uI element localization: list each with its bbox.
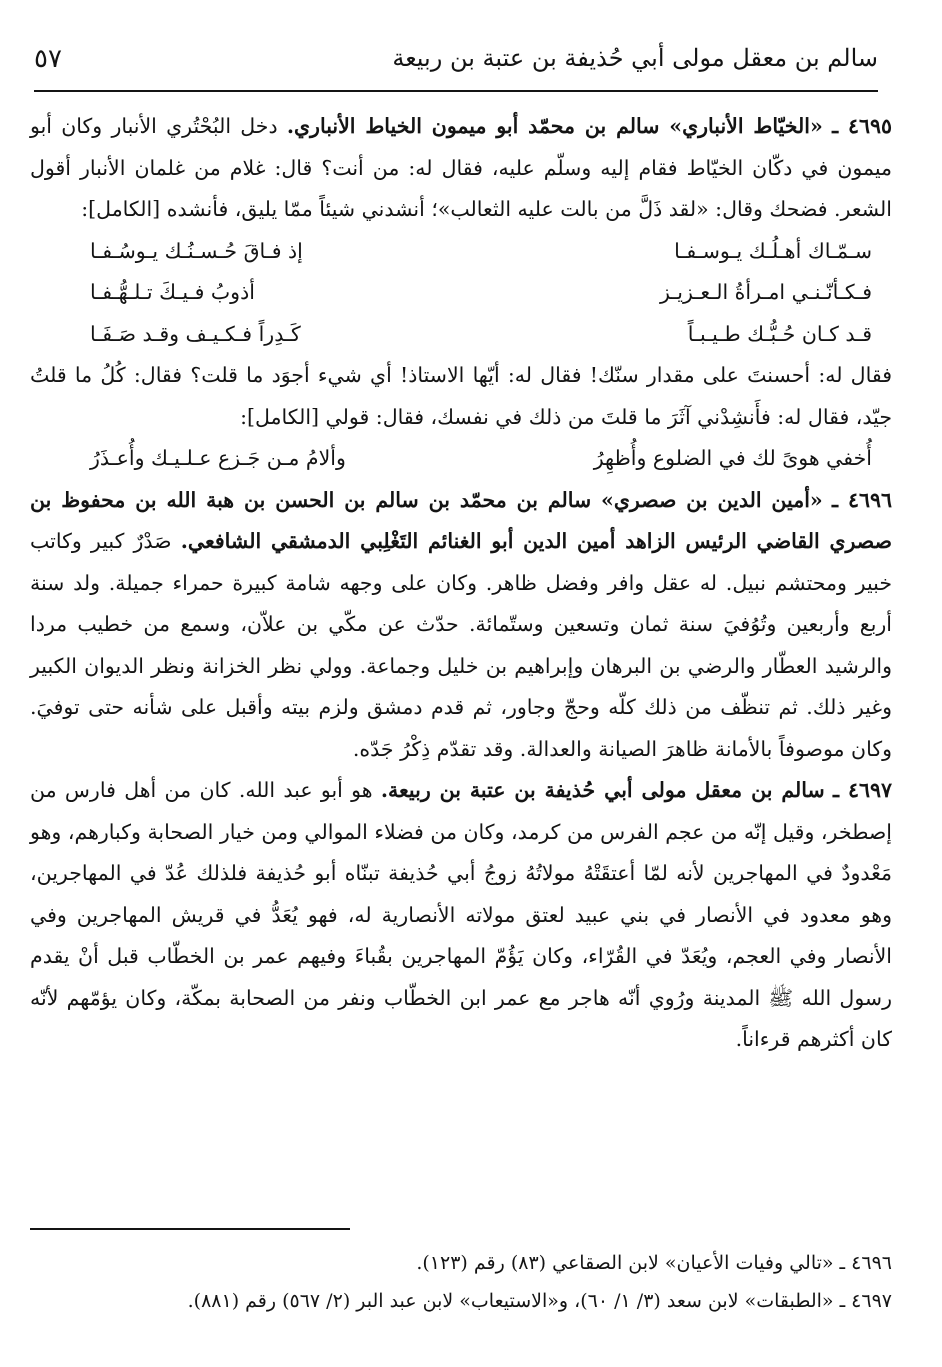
- verse-line: [30, 272, 892, 314]
- footnotes: [30, 1244, 892, 1320]
- verse-hemistich-second: كَـدِراً فـكـيـف وقـد صَـفَـا: [90, 321, 301, 346]
- footnote: ٤٦٩٧ ـ «الطبقات» لابن سعد (٣/ ١/ ٦٠)، و«الاستيعاب» لابن عبد البر (٢/ ٥٦٧) رقم (٨٨١).: [187, 1290, 892, 1312]
- entry-number: ٤٦٩٦ ـ: [832, 487, 892, 512]
- verse-hemistich-first: قـد كـان حُـبُّـك طـيـبـاً: [687, 321, 872, 346]
- footnote-rule: [30, 1228, 350, 1230]
- entry-heading: سالم بن معقل مولى أبي حُذيفة بن عتبة بن ربيعة.: [380, 778, 825, 802]
- entry-number: ٤٦٩٧ ـ: [832, 778, 892, 802]
- entry-text: هو أبو عبد الله. كان من أهل فارس من إصطخر، وقيل إنّه من عجم الفرس من كرمد، وكان من فضلاء الموالي ومن خيار الصحابة وكبارهم، وهو مَعْدودٌ في المهاجرين لأنه لمّا أعتقَتْهُ مولاتُهُ زوجُ أبي حُذيفة تبنّاه أبو حُذيفة فلذلك عُدّ في المهاجرين، وهو معدود في الأنصار في بني عبيد لعتق مولاته الأنصارية له، فهو يُعَدُّ في قريش المهاجرين وفي الأنصار وفي العجم، ويُعَدّ في القُرّاء، وكان يَؤُمّ المهاجرين بقُباءَ وفيهم عمر بن الخطّاب قبل أنْ يقدم رسول الله ﷺ المدينة ورُوي أنّه هاجر مع عمر ابن الخطّاب ونفر من الصحابة بمكّة، وكان يؤمّهم لأنّه كان أكثرهم قرءاناً.: [30, 778, 892, 1051]
- page-number: ٥٧: [34, 44, 62, 74]
- entry-text-continued: فقال له: أحسنتَ على مقدار سنّك! فقال له: أيّها الاستاذ! أي شيء أجوَد ما قلت؟ فقال: كُلُ ما قلتُ جيّد، فقال له: فأَنشِدْني آثَرَ ما قلتَ من ذلك في نفسك، فقال: قولي [الكامل]:: [30, 363, 892, 429]
- entry-text: دخل البُحْتُري الأنبار وكان أبو ميمون في دكّان الخيّاط فقام إليه وسلّم عليه، فقال له: من أنت؟ قال: غلام من غلمان الأنبار أقول الشعر. فضحك وقال: «لقد ذَلَّ من بالت عليه الثعالب»؛ أنشدني شيئاً ممّا يليق، فأنشده [الكامل]:: [30, 114, 892, 221]
- verse-line: [30, 438, 892, 480]
- verse-hemistich-first: سـمّـاك أهـلُـك يـوسـفـا: [674, 238, 872, 263]
- verse-line: [30, 231, 892, 273]
- verse-line: [30, 314, 892, 356]
- running-header: [34, 34, 878, 92]
- entry-text: صَدْرٌ كبير وكاتب خبير ومحتشم نبيل. له عقل وافر وفضل ظاهر. وكان على وجهه شامة كبيرة حمراء جميلة. ولد سنة أربع وأربعين وتُوُفيَ سنة ثمان وتسعين وستّمائة. حدّث عن مكّي بن علاّن، وسمع من خطيب مردا والرشيد العطّار والرضي بن البرهان وإبراهيم بن خليل وجماعة. وولي نظر الخزانة ونظر الديوان الكبير وغير ذلك. ثم تنظّف من ذلك كلّه وحجّ وجاور، ثم قدم دمشق ولزم بيته وأقبل على شأنه حتى توفيَ. وكان موصوفاً بالأمانة ظاهرَ الصيانة والعدالة. وقد تقدّم ذِكْرُ جَدّه.: [30, 529, 892, 761]
- verse-hemistich-second: إذ فـاقَ حُـسـنُـك يـوسُـفـا: [90, 238, 303, 263]
- entry-4697: [30, 770, 892, 1061]
- main-text: [30, 106, 892, 1061]
- verse-hemistich-first: فـكـأنّـنـي امـرأةُ الـعـزيـز: [659, 280, 872, 304]
- footnote: ٤٦٩٦ ـ «تالي وفيات الأعيان» لابن الصقاعي (٨٣) رقم (١٢٣).: [416, 1252, 892, 1274]
- verse-hemistich-second: أذوبُ فـيـكَ تـلـهُّـفـا: [90, 280, 255, 304]
- verse-hemistich-first: أُخفي هوىً لك في الضلوع وأُظهِرُ: [593, 446, 872, 470]
- entry-heading: «أمين الدين بن صصري» سالم بن محمّد بن سالم بن الحسن بن هبة الله بن محفوظ بن صصري القاضي الرئيس الزاهد أمين الدين أبو الغنائم التَغْلِبي الدمشقي الشافعي.: [30, 487, 892, 553]
- entry-4695: [30, 106, 892, 231]
- header-rule: [34, 90, 878, 92]
- entry-number: ٤٦٩٥ ـ: [832, 114, 892, 138]
- running-title: سالم بن معقل مولى أبي حُذيفة بن عتبة بن ربيعة: [392, 44, 878, 72]
- verse-hemistich-second: وألامُ مـن جَـزع عـلـيـك وأُعـذَرُ: [90, 446, 346, 470]
- entry-4696: [30, 480, 892, 771]
- entry-heading: «الخيّاط الأنباري» سالم بن محمّد أبو ميمون الخياط الأنباري.: [286, 114, 823, 138]
